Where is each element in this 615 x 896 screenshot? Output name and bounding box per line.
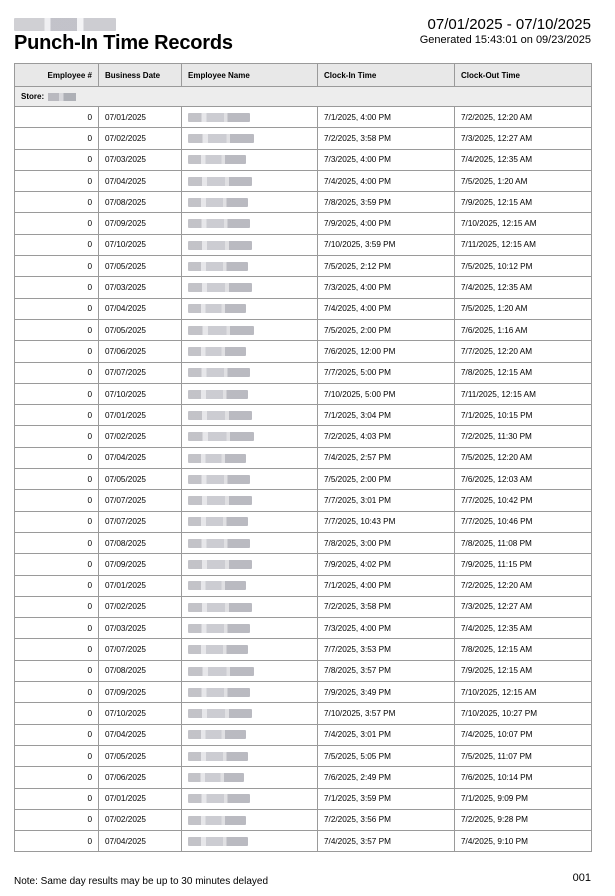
table-row bbox=[15, 256, 592, 277]
clock-out-cell: 7/9/2025, 12:15 AM bbox=[455, 660, 592, 681]
employee-number-cell: 0 bbox=[15, 618, 99, 639]
employee-number-cell: 0 bbox=[15, 426, 99, 447]
clock-out-cell: 7/2/2025, 11:30 PM bbox=[455, 426, 592, 447]
employee-number-cell: 0 bbox=[15, 767, 99, 788]
clock-out-cell: 7/9/2025, 12:15 AM bbox=[455, 192, 592, 213]
clock-out-cell: 7/10/2025, 12:15 AM bbox=[455, 213, 592, 234]
employee-name-cell bbox=[182, 405, 318, 426]
column-header-employee-number: Employee # bbox=[15, 64, 99, 87]
employee-number-cell: 0 bbox=[15, 341, 99, 362]
employee-name-redacted bbox=[188, 134, 254, 143]
clock-in-cell: 7/5/2025, 2:12 PM bbox=[318, 256, 455, 277]
table-row bbox=[15, 788, 592, 809]
store-name-redacted bbox=[48, 93, 76, 101]
business-date-cell: 07/07/2025 bbox=[99, 490, 182, 511]
clock-in-cell: 7/3/2025, 4:00 PM bbox=[318, 618, 455, 639]
business-date-cell: 07/06/2025 bbox=[99, 767, 182, 788]
employee-name-cell bbox=[182, 298, 318, 319]
table-row bbox=[15, 192, 592, 213]
employee-name-redacted bbox=[188, 283, 252, 292]
column-header-employee-name: Employee Name bbox=[182, 64, 318, 87]
business-date-cell: 07/07/2025 bbox=[99, 639, 182, 660]
business-date-cell: 07/10/2025 bbox=[99, 703, 182, 724]
clock-out-cell: 7/6/2025, 12:03 AM bbox=[455, 469, 592, 490]
table-row bbox=[15, 107, 592, 128]
employee-name-redacted bbox=[188, 198, 248, 207]
employee-name-redacted bbox=[188, 581, 246, 590]
employee-number-cell: 0 bbox=[15, 639, 99, 660]
employee-name-redacted bbox=[188, 730, 246, 739]
column-header-business-date: Business Date bbox=[99, 64, 182, 87]
clock-out-cell: 7/7/2025, 10:46 PM bbox=[455, 511, 592, 532]
table-row bbox=[15, 660, 592, 681]
employee-name-redacted bbox=[188, 368, 250, 377]
employee-name-cell bbox=[182, 469, 318, 490]
table-row bbox=[15, 596, 592, 617]
table-row bbox=[15, 383, 592, 404]
business-date-cell: 07/04/2025 bbox=[99, 831, 182, 852]
clock-out-cell: 7/8/2025, 11:08 PM bbox=[455, 532, 592, 553]
business-date-cell: 07/07/2025 bbox=[99, 362, 182, 383]
employee-name-redacted bbox=[188, 304, 246, 313]
employee-name-cell bbox=[182, 426, 318, 447]
table-row bbox=[15, 170, 592, 191]
employee-name-redacted bbox=[188, 262, 248, 271]
date-range: 07/01/2025 - 07/10/2025 bbox=[427, 16, 591, 33]
clock-out-cell: 7/1/2025, 9:09 PM bbox=[455, 788, 592, 809]
employee-name-cell bbox=[182, 532, 318, 553]
clock-out-cell: 7/5/2025, 1:20 AM bbox=[455, 298, 592, 319]
column-header-clock-in: Clock-In Time bbox=[318, 64, 455, 87]
employee-name-cell bbox=[182, 724, 318, 745]
employee-number-cell: 0 bbox=[15, 149, 99, 170]
clock-in-cell: 7/4/2025, 3:01 PM bbox=[318, 724, 455, 745]
business-date-cell: 07/01/2025 bbox=[99, 405, 182, 426]
clock-in-cell: 7/4/2025, 3:57 PM bbox=[318, 831, 455, 852]
column-header-clock-out: Clock-Out Time bbox=[455, 64, 592, 87]
clock-in-cell: 7/2/2025, 3:58 PM bbox=[318, 596, 455, 617]
employee-name-redacted bbox=[188, 496, 252, 505]
clock-in-cell: 7/4/2025, 4:00 PM bbox=[318, 170, 455, 191]
footer-note: Note: Same day results may be up to 30 minutes delayed bbox=[14, 876, 269, 887]
employee-number-cell: 0 bbox=[15, 511, 99, 532]
business-date-cell: 07/04/2025 bbox=[99, 724, 182, 745]
employee-name-cell bbox=[182, 341, 318, 362]
clock-in-cell: 7/7/2025, 10:43 PM bbox=[318, 511, 455, 532]
employee-name-redacted bbox=[188, 347, 246, 356]
table-row bbox=[15, 341, 592, 362]
employee-name-redacted bbox=[188, 816, 246, 825]
clock-in-cell: 7/1/2025, 4:00 PM bbox=[318, 107, 455, 128]
employee-number-cell: 0 bbox=[15, 107, 99, 128]
table-row bbox=[15, 469, 592, 490]
employee-name-redacted bbox=[188, 390, 248, 399]
employee-number-cell: 0 bbox=[15, 596, 99, 617]
business-date-cell: 07/05/2025 bbox=[99, 469, 182, 490]
generated-timestamp: Generated 15:43:01 on 09/23/2025 bbox=[419, 34, 591, 46]
clock-in-cell: 7/9/2025, 4:00 PM bbox=[318, 213, 455, 234]
clock-out-cell: 7/1/2025, 10:15 PM bbox=[455, 405, 592, 426]
business-date-cell: 07/04/2025 bbox=[99, 170, 182, 191]
employee-number-cell: 0 bbox=[15, 724, 99, 745]
clock-out-cell: 7/6/2025, 1:16 AM bbox=[455, 319, 592, 340]
employee-name-cell bbox=[182, 383, 318, 404]
employee-name-redacted bbox=[188, 688, 250, 697]
employee-name-redacted bbox=[188, 645, 248, 654]
employee-name-redacted bbox=[188, 667, 254, 676]
business-date-cell: 07/10/2025 bbox=[99, 234, 182, 255]
business-date-cell: 07/04/2025 bbox=[99, 447, 182, 468]
business-date-cell: 07/03/2025 bbox=[99, 618, 182, 639]
employee-name-redacted bbox=[188, 603, 252, 612]
clock-in-cell: 7/4/2025, 4:00 PM bbox=[318, 298, 455, 319]
employee-name-cell bbox=[182, 809, 318, 830]
employee-number-cell: 0 bbox=[15, 256, 99, 277]
business-date-cell: 07/05/2025 bbox=[99, 256, 182, 277]
business-date-cell: 07/03/2025 bbox=[99, 149, 182, 170]
table-row bbox=[15, 554, 592, 575]
table-row bbox=[15, 532, 592, 553]
employee-name-redacted bbox=[188, 539, 250, 548]
business-date-cell: 07/02/2025 bbox=[99, 128, 182, 149]
employee-name-cell bbox=[182, 682, 318, 703]
employee-number-cell: 0 bbox=[15, 213, 99, 234]
table-row bbox=[15, 405, 592, 426]
business-date-cell: 07/08/2025 bbox=[99, 660, 182, 681]
employee-number-cell: 0 bbox=[15, 192, 99, 213]
table-row bbox=[15, 149, 592, 170]
employee-number-cell: 0 bbox=[15, 362, 99, 383]
clock-out-cell: 7/7/2025, 10:42 PM bbox=[455, 490, 592, 511]
report-title: Punch-In Time Records bbox=[14, 32, 233, 54]
clock-out-cell: 7/5/2025, 1:20 AM bbox=[455, 170, 592, 191]
clock-in-cell: 7/7/2025, 5:00 PM bbox=[318, 362, 455, 383]
employee-number-cell: 0 bbox=[15, 277, 99, 298]
clock-in-cell: 7/4/2025, 2:57 PM bbox=[318, 447, 455, 468]
employee-name-redacted bbox=[188, 155, 246, 164]
employee-number-cell: 0 bbox=[15, 447, 99, 468]
employee-name-cell bbox=[182, 213, 318, 234]
employee-name-cell bbox=[182, 554, 318, 575]
table-row bbox=[15, 809, 592, 830]
store-label-cell bbox=[15, 87, 592, 107]
table-row bbox=[15, 703, 592, 724]
clock-in-cell: 7/3/2025, 4:00 PM bbox=[318, 149, 455, 170]
table-row bbox=[15, 128, 592, 149]
table-row bbox=[15, 277, 592, 298]
clock-in-cell: 7/1/2025, 3:59 PM bbox=[318, 788, 455, 809]
employee-name-redacted bbox=[188, 411, 252, 420]
clock-in-cell: 7/1/2025, 4:00 PM bbox=[318, 575, 455, 596]
clock-out-cell: 7/4/2025, 9:10 PM bbox=[455, 831, 592, 852]
business-date-cell: 07/08/2025 bbox=[99, 192, 182, 213]
clock-out-cell: 7/8/2025, 12:15 AM bbox=[455, 639, 592, 660]
employee-name-redacted bbox=[188, 326, 254, 335]
clock-in-cell: 7/6/2025, 12:00 PM bbox=[318, 341, 455, 362]
employee-name-cell bbox=[182, 618, 318, 639]
clock-in-cell: 7/1/2025, 3:04 PM bbox=[318, 405, 455, 426]
employee-number-cell: 0 bbox=[15, 319, 99, 340]
table-row bbox=[15, 767, 592, 788]
clock-out-cell: 7/5/2025, 10:12 PM bbox=[455, 256, 592, 277]
employee-name-cell bbox=[182, 660, 318, 681]
business-date-cell: 07/05/2025 bbox=[99, 745, 182, 766]
business-date-cell: 07/09/2025 bbox=[99, 682, 182, 703]
employee-name-cell bbox=[182, 745, 318, 766]
employee-number-cell: 0 bbox=[15, 128, 99, 149]
employee-number-cell: 0 bbox=[15, 788, 99, 809]
clock-out-cell: 7/7/2025, 12:20 AM bbox=[455, 341, 592, 362]
clock-out-cell: 7/4/2025, 12:35 AM bbox=[455, 149, 592, 170]
employee-name-cell bbox=[182, 256, 318, 277]
employee-name-redacted bbox=[188, 773, 244, 782]
clock-in-cell: 7/7/2025, 3:01 PM bbox=[318, 490, 455, 511]
clock-in-cell: 7/2/2025, 3:58 PM bbox=[318, 128, 455, 149]
clock-in-cell: 7/7/2025, 3:53 PM bbox=[318, 639, 455, 660]
employee-number-cell: 0 bbox=[15, 532, 99, 553]
employee-name-cell bbox=[182, 170, 318, 191]
table-row bbox=[15, 362, 592, 383]
table-row bbox=[15, 298, 592, 319]
employee-number-cell: 0 bbox=[15, 660, 99, 681]
employee-name-cell bbox=[182, 362, 318, 383]
clock-in-cell: 7/10/2025, 3:57 PM bbox=[318, 703, 455, 724]
clock-in-cell: 7/8/2025, 3:59 PM bbox=[318, 192, 455, 213]
clock-out-cell: 7/9/2025, 11:15 PM bbox=[455, 554, 592, 575]
business-date-cell: 07/02/2025 bbox=[99, 426, 182, 447]
business-date-cell: 07/10/2025 bbox=[99, 383, 182, 404]
clock-out-cell: 7/11/2025, 12:15 AM bbox=[455, 234, 592, 255]
business-date-cell: 07/05/2025 bbox=[99, 319, 182, 340]
clock-in-cell: 7/8/2025, 3:57 PM bbox=[318, 660, 455, 681]
business-date-cell: 07/01/2025 bbox=[99, 107, 182, 128]
business-date-cell: 07/09/2025 bbox=[99, 213, 182, 234]
clock-out-cell: 7/4/2025, 10:07 PM bbox=[455, 724, 592, 745]
employee-name-cell bbox=[182, 788, 318, 809]
employee-name-cell bbox=[182, 511, 318, 532]
table-row bbox=[15, 490, 592, 511]
employee-name-cell bbox=[182, 490, 318, 511]
business-date-cell: 07/01/2025 bbox=[99, 788, 182, 809]
employee-name-redacted bbox=[188, 475, 250, 484]
clock-in-cell: 7/6/2025, 2:49 PM bbox=[318, 767, 455, 788]
business-date-cell: 07/02/2025 bbox=[99, 596, 182, 617]
clock-out-cell: 7/8/2025, 12:15 AM bbox=[455, 362, 592, 383]
clock-out-cell: 7/4/2025, 12:35 AM bbox=[455, 618, 592, 639]
clock-in-cell: 7/8/2025, 3:00 PM bbox=[318, 532, 455, 553]
employee-name-cell bbox=[182, 192, 318, 213]
clock-out-cell: 7/4/2025, 12:35 AM bbox=[455, 277, 592, 298]
clock-out-cell: 7/10/2025, 12:15 AM bbox=[455, 682, 592, 703]
table-row bbox=[15, 618, 592, 639]
business-date-cell: 07/06/2025 bbox=[99, 341, 182, 362]
clock-in-cell: 7/5/2025, 2:00 PM bbox=[318, 469, 455, 490]
employee-name-redacted bbox=[188, 517, 248, 526]
clock-in-cell: 7/5/2025, 2:00 PM bbox=[318, 319, 455, 340]
table-row bbox=[15, 447, 592, 468]
clock-out-cell: 7/2/2025, 9:28 PM bbox=[455, 809, 592, 830]
table-row bbox=[15, 682, 592, 703]
employee-name-redacted bbox=[188, 454, 246, 463]
employee-name-cell bbox=[182, 107, 318, 128]
clock-out-cell: 7/11/2025, 12:15 AM bbox=[455, 383, 592, 404]
table-row bbox=[15, 575, 592, 596]
employee-name-cell bbox=[182, 149, 318, 170]
employee-name-redacted bbox=[188, 432, 254, 441]
table-row bbox=[15, 426, 592, 447]
clock-in-cell: 7/9/2025, 3:49 PM bbox=[318, 682, 455, 703]
clock-out-cell: 7/2/2025, 12:20 AM bbox=[455, 107, 592, 128]
employee-name-redacted bbox=[188, 752, 248, 761]
table-row bbox=[15, 639, 592, 660]
employee-number-cell: 0 bbox=[15, 234, 99, 255]
employee-number-cell: 0 bbox=[15, 554, 99, 575]
employee-number-cell: 0 bbox=[15, 575, 99, 596]
table-row bbox=[15, 511, 592, 532]
business-date-cell: 07/01/2025 bbox=[99, 575, 182, 596]
employee-name-cell bbox=[182, 277, 318, 298]
employee-name-redacted bbox=[188, 219, 250, 228]
table-row bbox=[15, 213, 592, 234]
business-date-cell: 07/04/2025 bbox=[99, 298, 182, 319]
employee-name-redacted bbox=[188, 113, 250, 122]
clock-in-cell: 7/10/2025, 5:00 PM bbox=[318, 383, 455, 404]
clock-in-cell: 7/5/2025, 5:05 PM bbox=[318, 745, 455, 766]
employee-number-cell: 0 bbox=[15, 469, 99, 490]
clock-out-cell: 7/5/2025, 11:07 PM bbox=[455, 745, 592, 766]
table-row bbox=[15, 724, 592, 745]
employee-name-redacted bbox=[188, 560, 252, 569]
business-date-cell: 07/09/2025 bbox=[99, 554, 182, 575]
employee-name-redacted bbox=[188, 241, 252, 250]
employee-number-cell: 0 bbox=[15, 831, 99, 852]
clock-out-cell: 7/5/2025, 12:20 AM bbox=[455, 447, 592, 468]
business-date-cell: 07/08/2025 bbox=[99, 532, 182, 553]
clock-in-cell: 7/2/2025, 3:56 PM bbox=[318, 809, 455, 830]
table-row bbox=[15, 745, 592, 766]
employee-number-cell: 0 bbox=[15, 682, 99, 703]
employee-name-cell bbox=[182, 639, 318, 660]
employee-name-cell bbox=[182, 596, 318, 617]
clock-out-cell: 7/10/2025, 10:27 PM bbox=[455, 703, 592, 724]
table-row bbox=[15, 234, 592, 255]
clock-out-cell: 7/6/2025, 10:14 PM bbox=[455, 767, 592, 788]
clock-in-cell: 7/10/2025, 3:59 PM bbox=[318, 234, 455, 255]
employee-name-cell bbox=[182, 447, 318, 468]
employee-name-redacted bbox=[188, 837, 248, 846]
business-date-cell: 07/02/2025 bbox=[99, 809, 182, 830]
employee-number-cell: 0 bbox=[15, 745, 99, 766]
employee-name-cell bbox=[182, 831, 318, 852]
employee-number-cell: 0 bbox=[15, 703, 99, 724]
employee-name-redacted bbox=[188, 624, 250, 633]
employee-name-cell bbox=[182, 575, 318, 596]
business-date-cell: 07/03/2025 bbox=[99, 277, 182, 298]
employee-name-redacted bbox=[188, 709, 252, 718]
table-row bbox=[15, 831, 592, 852]
clock-out-cell: 7/3/2025, 12:27 AM bbox=[455, 596, 592, 617]
employee-number-cell: 0 bbox=[15, 383, 99, 404]
table-header-row bbox=[15, 64, 592, 87]
company-name-redacted bbox=[14, 18, 116, 31]
clock-in-cell: 7/9/2025, 4:02 PM bbox=[318, 554, 455, 575]
employee-name-cell bbox=[182, 128, 318, 149]
employee-number-cell: 0 bbox=[15, 405, 99, 426]
store-label: Store: bbox=[21, 92, 45, 101]
employee-number-cell: 0 bbox=[15, 490, 99, 511]
employee-name-redacted bbox=[188, 177, 252, 186]
employee-name-cell bbox=[182, 319, 318, 340]
clock-in-cell: 7/2/2025, 4:03 PM bbox=[318, 426, 455, 447]
business-date-cell: 07/07/2025 bbox=[99, 511, 182, 532]
clock-out-cell: 7/2/2025, 12:20 AM bbox=[455, 575, 592, 596]
table-row bbox=[15, 319, 592, 340]
clock-in-cell: 7/3/2025, 4:00 PM bbox=[318, 277, 455, 298]
employee-number-cell: 0 bbox=[15, 809, 99, 830]
employee-name-redacted bbox=[188, 794, 250, 803]
employee-number-cell: 0 bbox=[15, 298, 99, 319]
store-group-row bbox=[15, 87, 592, 107]
employee-name-cell bbox=[182, 767, 318, 788]
punch-records-table bbox=[14, 63, 592, 852]
page-number: 001 bbox=[572, 872, 591, 884]
employee-name-cell bbox=[182, 703, 318, 724]
clock-out-cell: 7/3/2025, 12:27 AM bbox=[455, 128, 592, 149]
employee-name-cell bbox=[182, 234, 318, 255]
employee-number-cell: 0 bbox=[15, 170, 99, 191]
